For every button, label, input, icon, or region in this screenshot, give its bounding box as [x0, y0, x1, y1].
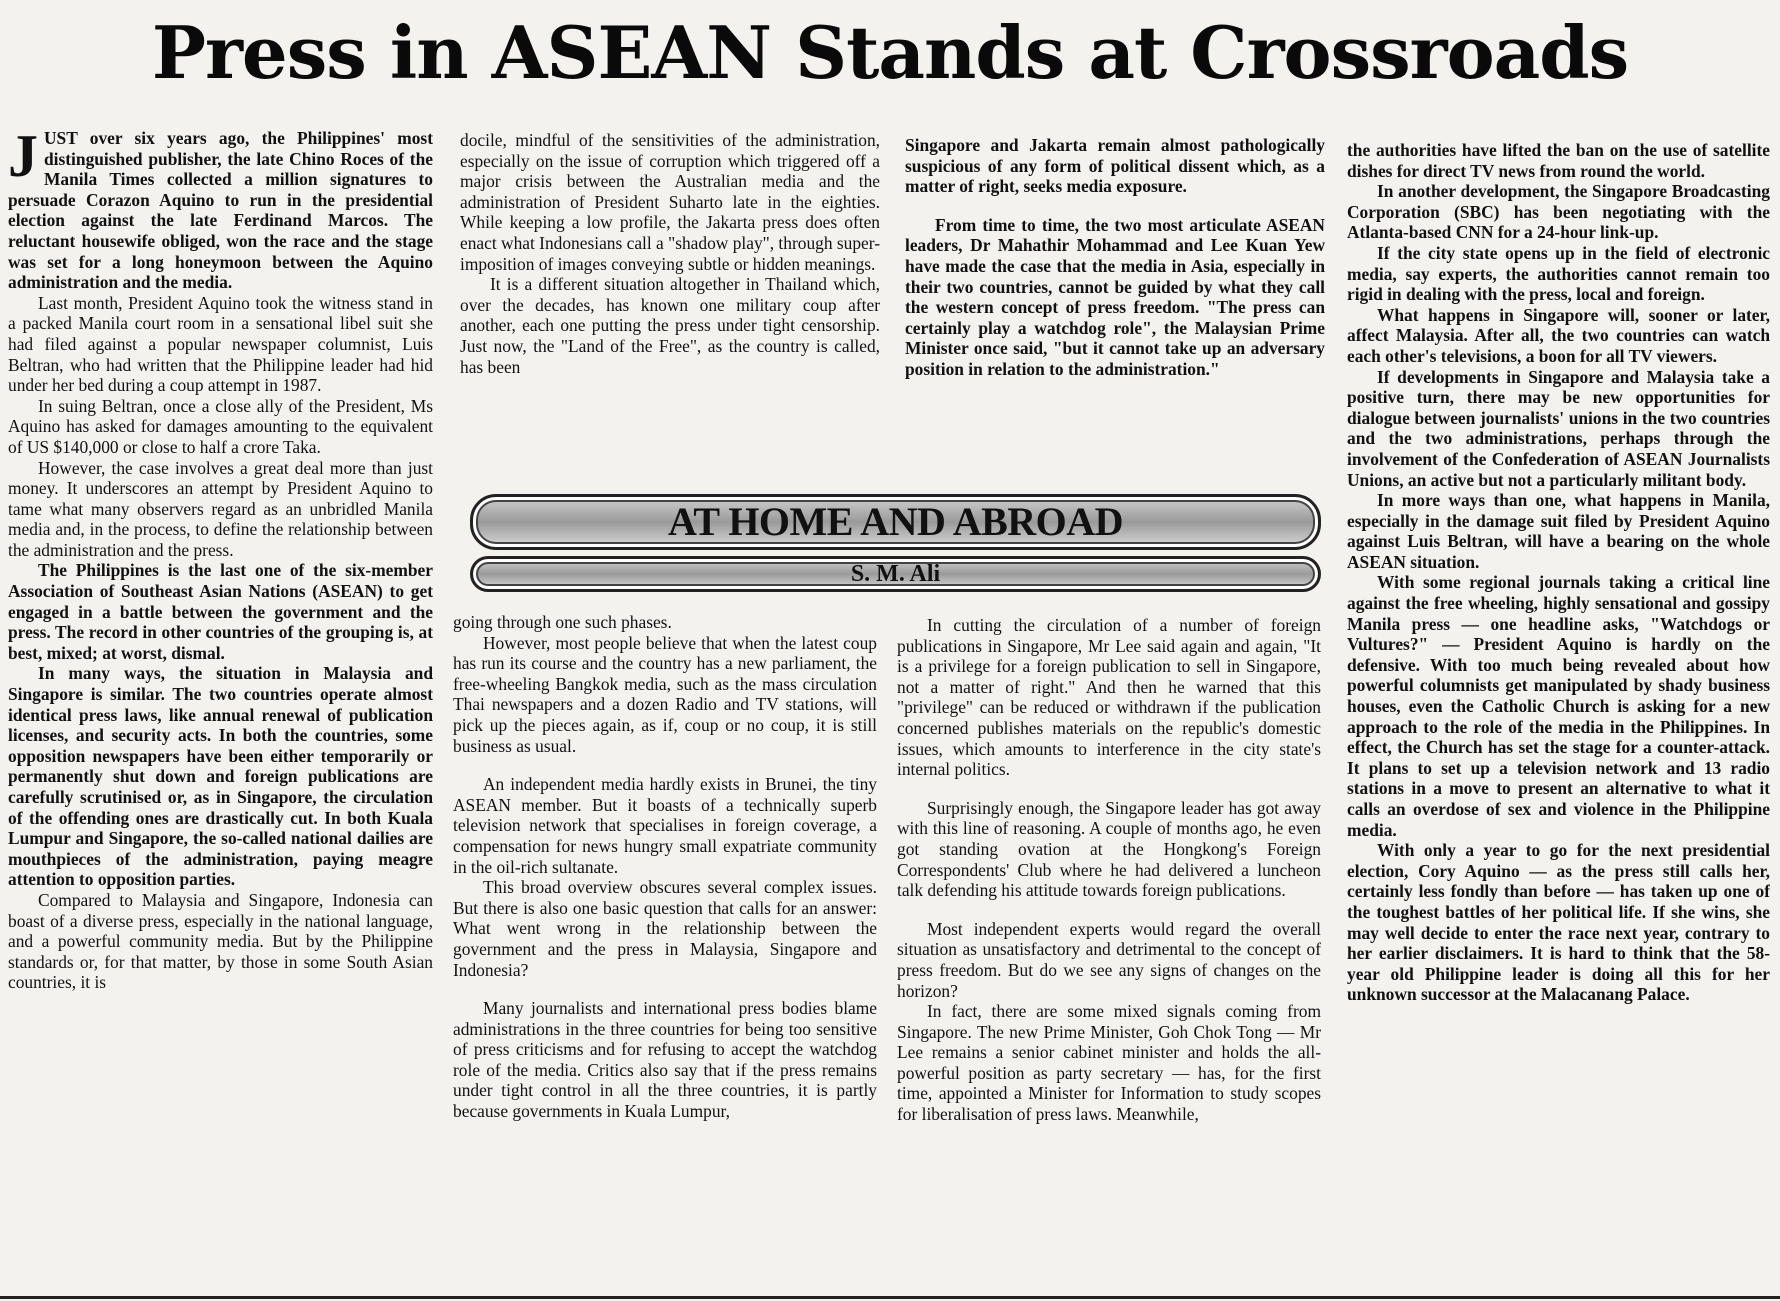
article-column-2-bottom — [453, 612, 877, 1297]
paragraph: Many journalists and international press bodies blame administrations in the three countries for being too sensitive of press criticisms and for refusing to accept the watchdog role of the media. Critics also say that if the press remains under tight control in all the three countries, it is partly because governments in Kuala Lumpur, — [453, 998, 877, 1122]
paragraph: With only a year to go for the next presidential election, Cory Aquino — as the press still calls her, certainly less fondly than before — has taken up one of the toughest battles of her political life. If she wins, she may well decide to enter the race next year, contrary to her earlier disclaimers. It is hard to think that the 58-year old Philippine leader is doing all this for her unknown successor at the Malacanang Palace. — [1347, 840, 1770, 1005]
paragraph: From time to time, the two most articulate ASEAN leaders, Dr Mahathir Mohammad and Lee Kuan Yew have made the case that the media in Asia, especially in their two countries, cannot be guided by what they call the western concept of press freedom. "The press can certainly play a watchdog role", the Malaysian Prime Minister once said, "but it cannot take up an adversary position in relation to the administration." — [905, 214, 1325, 379]
paragraph: UST over six years ago, the Philippines' most distinguished publisher, the late Chino Roces of the Manila Times collected a million signatures to persuade Corazon Aquino to run in the presidential election against the late Ferdinand Marcos. The reluctant housewife obliged, won the race and the stage was set for a long honeymoon between the Aquino administration and the media. — [8, 128, 433, 293]
paragraph: the authorities have lifted the ban on the use of satellite dishes for direct TV news from round the world. — [1347, 140, 1770, 181]
paragraph: In another development, the Singapore Broadcasting Corporation (SBC) has been negotiating with the Atlanta-based CNN for a 24-hour link-up. — [1347, 181, 1770, 243]
paragraph: In more ways than one, what happens in Manila, especially in the damage suit filed by President Aquino against Luis Beltran, will have a bearing on the whole ASEAN situation. — [1347, 490, 1770, 572]
paragraph: In suing Beltran, once a close ally of the President, Ms Aquino has asked for damages amounting to the equivalent of US $140,000 or close to half a crore Taka. — [8, 395, 433, 457]
paragraph: However, most people believe that when the latest coup has run its course and the country has a new parliament, the free-wheeling Bangkok media, such as the mass circulation Thai newspapers and a dozen Radio and TV stations, will pick up the pieces again, as if, coup or no coup, it is still business as usual. — [453, 632, 877, 756]
paragraph: Last month, President Aquino took the witness stand in a packed Manila court room in a sensational libel suit she had filed against a popular newspaper columnist, Luis Beltran, who had written that the Philippine leader had hid under her bed during a coup attempt in 1987. — [8, 292, 433, 396]
paragraph: This broad overview obscures several complex issues. But there is also one basic question that calls for an answer: What went wrong in the relationship between the government and the press in Malaysia, Singapore and Indonesia? — [453, 877, 877, 980]
paragraph: What happens in Singapore will, sooner or later, affect Malaysia. After all, the two countries can watch each other's televisions, a boon for all TV viewers. — [1347, 304, 1770, 366]
article-column-3-top — [905, 135, 1325, 475]
paragraph: The Philippines is the last one of the six-member Association of Southeast Asian Nations (ASEAN) to get engaged in a battle between the government and the press. The record in other countries of the grouping is, at best, mixed; at worst, dismal. — [8, 560, 433, 663]
paragraph: docile, mindful of the sensitivities of the administration, especially on the issue of corruption which triggered off a major crisis between the Australian media and the administration of President Suharto late in the eighties. While keeping a low profile, the Jakarta press does often enact what Indonesians call a "shadow play", through super- imposition of images conveying subtle or hidden meanings. — [460, 130, 880, 274]
article-column-3-bottom — [897, 615, 1321, 1300]
paragraph: going through one such phases. — [453, 612, 672, 632]
article-column-4 — [1347, 140, 1770, 1300]
paragraph: However, the case involves a great deal more than just money. It underscores an attempt by President Aquino to tame what many observers regard as an unbridled Manila media and, in the process, to define the relationship between the administration and the press. — [8, 457, 433, 560]
paragraph: Compared to Malaysia and Singapore, Indonesia can boast of a diverse press, especially in the national language, and a powerful community media. But by the Philippine standards or, for that matter, by those in some South Asian countries, it is — [8, 889, 433, 993]
paragraph: In cutting the circulation of a number of foreign publications in Singapore, Mr Lee said again and again, "It is a privilege for a foreign publication to sell in Singapore, not a matter of right." And then he warned that this "privilege" can be reduced or withdrawn if the publication concerned publishes materials on the republic's domestic issues, which amounts to interference in the city state's internal politics. — [897, 615, 1321, 780]
article-column-1 — [8, 128, 433, 1298]
paragraph: If the city state opens up in the field of electronic media, say experts, the authorities cannot remain too rigid in dealing with the press, local and foreign. — [1347, 242, 1770, 305]
paragraph: Surprisingly enough, the Singapore leader has got away with this line of reasoning. A couple of months ago, he even got standing ovation at the Hongkong's Foreign Correspondents' Club where he had delivered a luncheon talk defending his attitude towards foreign publications. — [897, 797, 1321, 901]
paragraph: With some regional journals taking a critical line against the free wheeling, highly sensational and gossipy Manila press — one headline asks, "Watchdogs or Vultures?" — President Aquino is hardly on the defensive. With too much being revealed about how powerful columnists get manipulated by shady business houses, even the Catholic Church is asking for a new approach to the role of the media in the Philippines. In effect, the Church has set the stage for a counter-attack. It plans to set up a television network and 13 radio stations in a move to present an alternative to what it calls an overdose of sex and violence in the Philippine media. — [1347, 572, 1770, 840]
column-title-banner: AT HOME AND ABROAD — [470, 494, 1321, 550]
bottom-rule — [0, 1296, 1780, 1299]
paragraph: Most independent experts would regard the overall situation as unsatisfactory and detrimental to the concept of press freedom. But do we see any signs of changes on the horizon? — [897, 918, 1321, 1001]
headline: Press in ASEAN Stands at Crossroads — [151, 10, 1629, 95]
article-column-2-top — [460, 130, 880, 475]
paragraph: In fact, there are some mixed signals coming from Singapore. The new Prime Minister, Goh Chok Tong — Mr Lee remains a senior cabinet minister and holds the all-powerful position as party secretary — has, for the first time, appointed a Minister for Information to study scopes for liberalisation of press laws. Meanwhile, — [897, 1001, 1321, 1125]
paragraph: An independent media hardly exists in Brunei, the tiny ASEAN member. But it boasts of a technically superb television network that specialises in foreign coverage, a compensation for news hungry small expatriate community in the oil-rich sultanate. — [453, 774, 877, 877]
drop-cap: J — [8, 128, 38, 189]
byline-banner: S. M. Ali — [470, 556, 1321, 592]
paragraph: If developments in Singapore and Malaysia take a positive turn, there may be new opportunities for dialogue between journalists' unions in the two countries and the two administrations, perhaps through the involvement of the Confederation of ASEAN Journalists Unions, an active but not a particularly militant body. — [1347, 366, 1770, 490]
paragraph: In many ways, the situation in Malaysia and Singapore is similar. The two countries operate almost identical press laws, like annual renewal of publication licenses, and security acts. In both the countries, some opposition newspapers have been either temporarily or permanently shut down and foreign publications are carefully scrutinised or, as in Singapore, the circulation of the offending ones are drastically cut. In both Kuala Lumpur and Singapore, the so-called national dailies are mouthpieces of the administration, paying meagre attention to opposition parties. — [8, 663, 433, 890]
paragraph: It is a different situation altogether in Thailand which, over the decades, has known one military coup after another, each one putting the press under tight censorship. Just now, the "Land of the Free", as the country is called, has been — [460, 274, 880, 377]
paragraph: Singapore and Jakarta remain almost pathologically suspicious of any form of political dissent which, as a matter of right, seeks media exposure. — [905, 135, 1325, 197]
